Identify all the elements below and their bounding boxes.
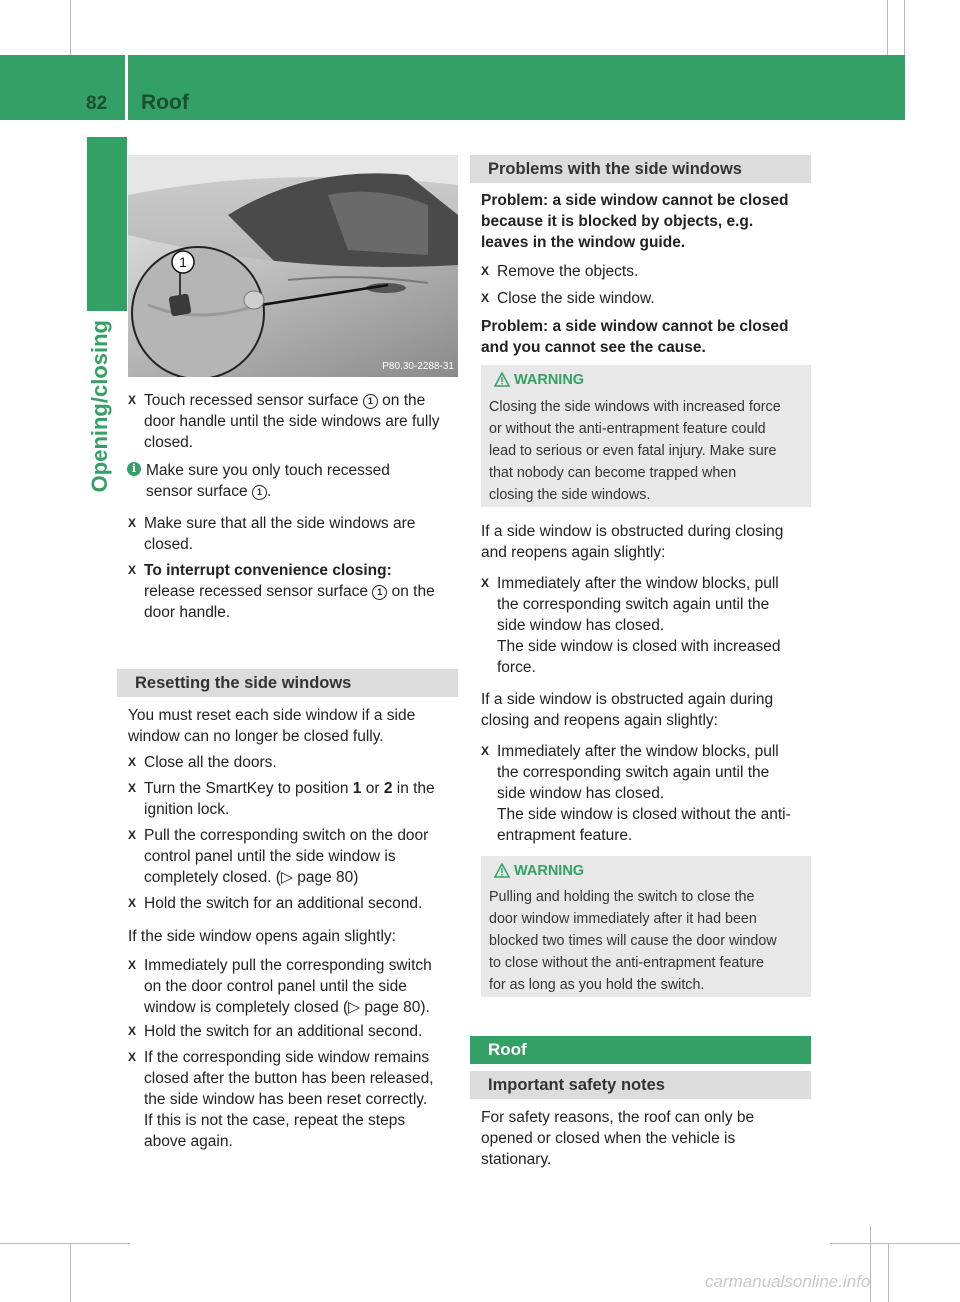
warning-title: WARNING bbox=[514, 863, 585, 879]
warning-title: WARNING bbox=[514, 372, 585, 388]
step-hold-switch-again: X Hold the switch for an additional second. bbox=[128, 1021, 479, 1042]
paragraph: If the side window opens again slightly: bbox=[128, 928, 396, 945]
warning-text: Pulling and holding the switch to close the door window immediately after it had been blocked two times will cause the door window to close without the anti-entrapment feature for as long as you hold the switch. bbox=[489, 889, 777, 993]
crop-mark bbox=[70, 1243, 71, 1302]
header-divider bbox=[125, 55, 128, 120]
warning-text: Closing the side windows with increased force or without the anti-entrapment feature could lead to serious or even fatal injury. Make sure that nobody can become trapped when closing the side windows. bbox=[489, 399, 781, 503]
step-immediately-pull: X Immediately pull the corresponding switch on the door control panel until the side window is completely closed (▷ page 80). bbox=[128, 955, 479, 1018]
step-touch-sensor: X Touch recessed sensor surface 1 on the door handle until the side windows are fully closed. bbox=[128, 390, 479, 453]
crop-mark bbox=[830, 1243, 960, 1244]
door-photo bbox=[128, 155, 458, 377]
step-check-windows: X Make sure that all the side windows are closed. bbox=[128, 513, 479, 555]
warning-icon bbox=[494, 863, 510, 883]
step-pull-switch: X Pull the corresponding switch on the door control panel until the side window is completely closed. (▷ page 80) bbox=[128, 825, 479, 888]
problem-unknown-cause: Problem: a side window cannot be closed and you cannot see the cause. bbox=[481, 318, 789, 356]
warning-icon bbox=[494, 372, 510, 392]
step-interrupt: X To interrupt convenience closing: release recessed sensor surface 1 on the door handle. bbox=[128, 560, 479, 623]
problem-blocked: Problem: a side window cannot be closed because it is blocked by objects, e.g. leaves in the window guide. bbox=[481, 192, 789, 251]
figure-callout: 1 bbox=[179, 254, 187, 270]
step-pull-without-anti-entrapment: X Immediately after the window blocks, pull the corresponding switch again until the side window has closed. The side window is closed without the anti- entrapment feature. bbox=[481, 741, 827, 846]
step-close-window: X Close the side window. bbox=[481, 288, 827, 309]
step-hold-switch: X Hold the switch for an additional second. bbox=[128, 893, 479, 914]
paragraph: You must reset each side window if a side window can no longer be closed fully. bbox=[128, 707, 416, 745]
section-heading-safety: Important safety notes bbox=[470, 1071, 811, 1099]
page-title: Roof bbox=[141, 91, 189, 114]
chapter-label: Opening/closing bbox=[87, 320, 112, 493]
section-heading-roof: Roof bbox=[470, 1036, 811, 1064]
step-remove-objects: X Remove the objects. bbox=[481, 261, 827, 282]
crop-mark bbox=[888, 1243, 889, 1302]
step-turn-key: X Turn the SmartKey to position 1 or 2 in the ignition lock. bbox=[128, 778, 479, 820]
crop-mark bbox=[0, 1243, 130, 1244]
page-number: 82 bbox=[86, 93, 108, 114]
paragraph: If a side window is obstructed again during closing and reopens again slightly: bbox=[481, 691, 774, 729]
paragraph: If a side window is obstructed during closing and reopens again slightly: bbox=[481, 523, 784, 561]
callout-1-icon: 1 bbox=[372, 585, 387, 600]
callout-1-icon: 1 bbox=[363, 394, 378, 409]
crop-mark bbox=[887, 0, 888, 60]
section-heading-problems: Problems with the side windows bbox=[470, 155, 811, 183]
side-tab bbox=[87, 137, 127, 311]
figure-code: P80.30-2288-31 bbox=[382, 361, 454, 372]
paragraph: For safety reasons, the roof can only be opened or closed when the vehicle is stationary. bbox=[481, 1109, 755, 1168]
door-handle-figure bbox=[128, 155, 458, 377]
section-heading-resetting: Resetting the side windows bbox=[117, 669, 458, 697]
crop-mark bbox=[70, 0, 71, 60]
callout-1-icon: 1 bbox=[252, 485, 267, 500]
info-note: Make sure you only touch recessed sensor surface 1 . bbox=[146, 462, 390, 500]
step-close-doors: X Close all the doors. bbox=[128, 752, 479, 773]
step-pull-increased-force: X Immediately after the window blocks, pull the corresponding switch again until the side window has closed. The side window is closed with increased force. bbox=[481, 573, 827, 678]
header-bar bbox=[0, 55, 905, 120]
info-icon: i bbox=[127, 462, 141, 476]
step-if-remains-closed: X If the corresponding side window remains closed after the button has been released, the side window has been reset correctly. If this is not the case, repeat the steps above again. bbox=[128, 1047, 479, 1152]
site-watermark: carmanualsonline.info bbox=[705, 1272, 871, 1291]
